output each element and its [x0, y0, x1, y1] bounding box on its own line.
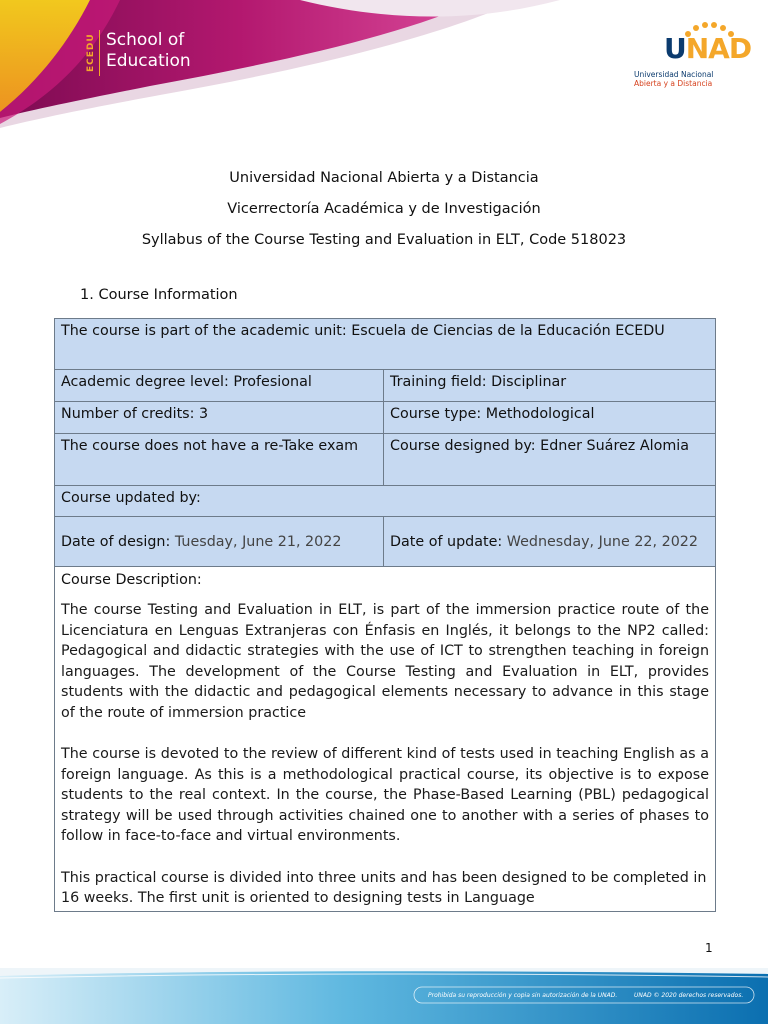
training-field-cell: Training field: Disciplinar — [384, 370, 716, 402]
vicerrectoria-title: Vicerrectoría Académica y de Investigación — [227, 201, 541, 217]
date-of-design-cell — [55, 517, 384, 567]
unad-logo-line-1: Universidad Nacional — [634, 70, 714, 79]
school-logo-line-1: School of — [106, 30, 185, 50]
description-paragraph-2: The course is devoted to the review of different kind of tests used in teaching English as a foreign language. As this is a methodological practical course, its objective is to expose students to the real context. In the course, the Phase-Based Learning (PBL) pedagogical strategy will be used through activities chained one to another with a series of phases to follow in face-to-face and virtual environments. — [61, 746, 709, 844]
table-row — [55, 370, 716, 402]
section-heading: 1. Course Information — [80, 287, 238, 303]
designed-by-cell: Course designed by: Edner Suárez Alomia — [384, 434, 716, 486]
unad-logo — [628, 22, 758, 92]
description-paragraph-1: The course Testing and Evaluation in ELT, is part of the immersion practice route of the Licenciatura en Lenguas Extranjeras con Énfasis en Inglés, it belongs to the NP2 called: Pedagogical and didactic strategies with the use of ICT to strengthen teaching in foreign languages. The development of the Course Testing and Evaluation in ELT, provides students with the didactic and pedagogical elements necessary to advance in this stage of the route of immersion practice — [61, 602, 709, 721]
footer-copyright: UNAD © 2020 derechos reservados. — [634, 992, 744, 999]
table-row — [55, 567, 716, 912]
degree-level-cell: Academic degree level: Profesional — [55, 370, 384, 402]
course-type-cell: Course type: Methodological — [384, 402, 716, 434]
course-description-heading: Course Description: — [61, 572, 202, 588]
ecedu-vertical-label: ECEDU — [86, 30, 100, 76]
unad-wordmark — [664, 32, 751, 65]
unad-logo-line-2: Abierta y a Distancia — [634, 79, 713, 88]
academic-unit-cell: The course is part of the academic unit: Escuela de Ciencias de la Educación ECEDU — [55, 319, 716, 370]
table-row — [55, 434, 716, 486]
page-number: 1 — [705, 941, 713, 955]
credits-cell: Number of credits: 3 — [55, 402, 384, 434]
date-of-update-label: Date of update: — [390, 533, 503, 550]
table-row — [55, 319, 716, 370]
footer-notice: Prohibida su reproducción y copia sin autorización de la UNAD. — [428, 992, 618, 999]
document-titles — [0, 163, 768, 256]
course-information-table — [54, 318, 716, 912]
table-row — [55, 486, 716, 517]
unad-wordmark-rest: NAD — [685, 32, 752, 65]
table-row — [55, 402, 716, 434]
university-title: Universidad Nacional Abierta y a Distancia — [229, 170, 539, 186]
table-row — [55, 517, 716, 567]
unad-wordmark-u: U — [664, 32, 686, 65]
syllabus-title: Syllabus of the Course Testing and Evaluation in ELT, Code 518023 — [141, 232, 627, 248]
updated-by-cell: Course updated by: — [55, 486, 716, 517]
date-of-update-value: Wednesday, June 22, 2022 — [502, 533, 698, 550]
date-of-update-cell — [384, 517, 716, 567]
date-of-design-label: Date of design: — [61, 533, 171, 550]
course-description-cell — [55, 567, 716, 912]
retake-cell: The course does not have a re-Take exam — [55, 434, 384, 486]
date-of-design-value: Tuesday, June 21, 2022 — [170, 533, 342, 550]
description-paragraph-3: This practical course is divided into three units and has been designed to be completed in 16 weeks. The first unit is oriented to designing tests in Language — [61, 869, 707, 906]
school-of-education-logo — [86, 30, 191, 76]
school-logo-line-2: Education — [106, 51, 191, 71]
